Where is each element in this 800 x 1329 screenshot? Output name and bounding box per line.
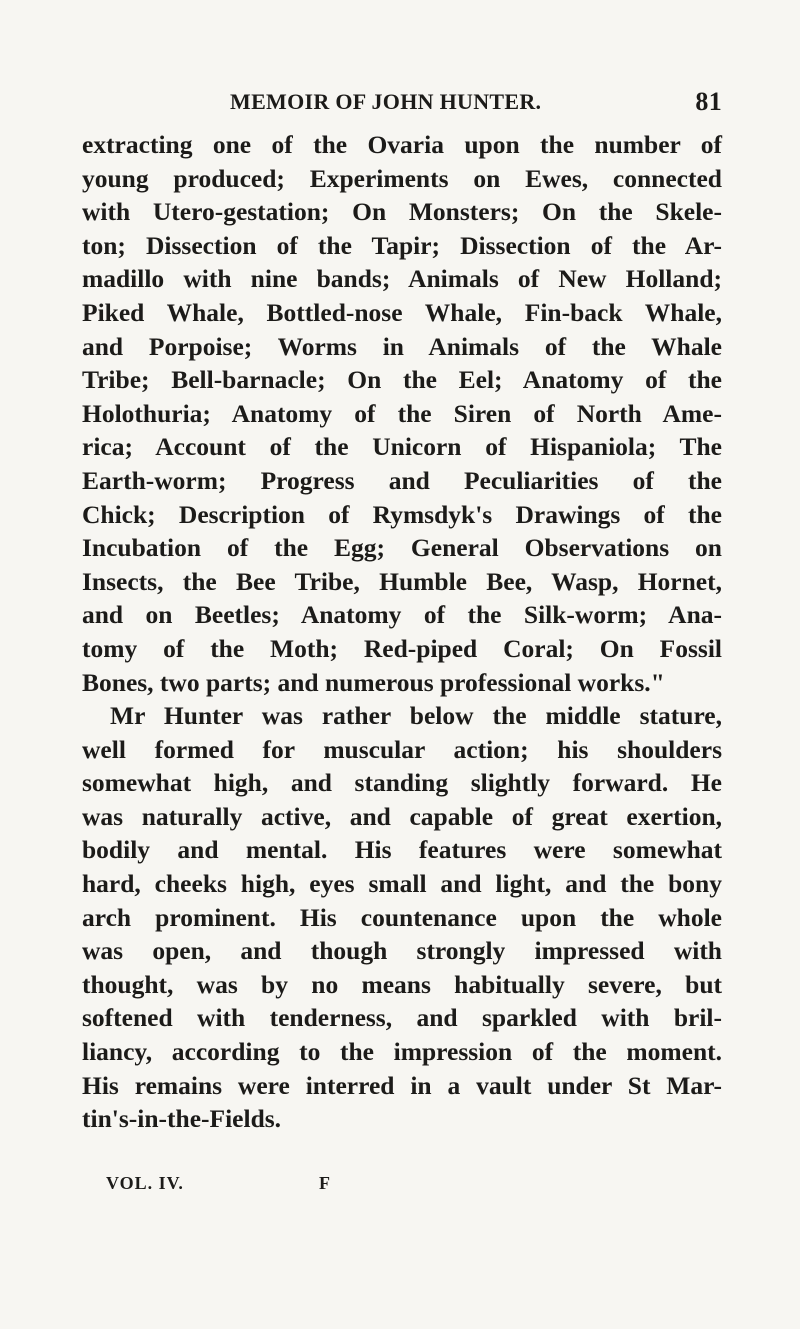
text-line: was open, and though strongly impressed with: [82, 936, 722, 966]
text-line: hard, cheeks high, eyes small and light, and the bony: [82, 869, 722, 899]
text-line: Piked Whale, Bottled-nose Whale, Fin-back Whale,: [82, 297, 722, 327]
text-line: softened with tenderness, and sparkled with bril-: [82, 1003, 722, 1033]
page-number: 81: [695, 87, 722, 116]
text-line: His remains were interred in a vault under St Mar-: [82, 1070, 722, 1100]
text-line: ton; Dissection of the Tapir; Dissection of the Ar-: [82, 230, 722, 260]
text-line: young produced; Experiments on Ewes, connected: [82, 163, 722, 193]
text-line: with Utero-gestation; On Monsters; On the Skele-: [82, 197, 722, 227]
text-line: Holothuria; Anatomy of the Siren of North Ame-: [82, 398, 722, 428]
text-line: rica; Account of the Unicorn of Hispaniola; The: [82, 432, 722, 462]
text-line: Incubation of the Egg; General Observations on: [82, 533, 722, 563]
text-line: Earth-worm; Progress and Peculiarities of the: [82, 465, 722, 495]
text-line: arch prominent. His countenance upon the whole: [82, 902, 722, 932]
text-line: extracting one of the Ovaria upon the number of: [82, 130, 722, 159]
page-footer: [106, 1173, 346, 1199]
body-text: [82, 128, 722, 1136]
volume-mark: VOL. IV.: [106, 1173, 184, 1193]
text-line: Insects, the Bee Tribe, Humble Bee, Wasp, Hornet,: [82, 566, 722, 596]
text-line: tin's-in-the-Fields.: [82, 1104, 282, 1134]
text-line: Tribe; Bell-barnacle; On the Eel; Anatomy of the: [82, 365, 722, 395]
paragraph-start-line: Mr Hunter was rather below the middle stature,: [110, 701, 722, 731]
text-line: somewhat high, and standing slightly forward. He: [82, 768, 722, 798]
text-line: bodily and mental. His features were somewhat: [82, 835, 722, 865]
running-head: [82, 87, 722, 117]
text-line: madillo with nine bands; Animals of New Holland;: [82, 264, 722, 294]
text-line: well formed for muscular action; his shoulders: [82, 734, 722, 764]
text-line: and Porpoise; Worms in Animals of the Whale: [82, 331, 722, 361]
text-line: Bones, two parts; and numerous professional works.": [82, 667, 665, 697]
text-line: was naturally active, and capable of great exertion,: [82, 801, 722, 831]
text-line: and on Beetles; Anatomy of the Silk-worm; Ana-: [82, 600, 722, 630]
running-title: MEMOIR OF JOHN HUNTER.: [230, 89, 542, 114]
signature-mark: F: [319, 1173, 330, 1193]
text-line: liancy, according to the impression of the moment.: [82, 1037, 722, 1067]
text-line: thought, was by no means habitually severe, but: [82, 969, 722, 999]
text-line: Chick; Description of Rymsdyk's Drawings of the: [82, 499, 722, 529]
text-line: tomy of the Moth; Red-piped Coral; On Fossil: [82, 633, 722, 663]
